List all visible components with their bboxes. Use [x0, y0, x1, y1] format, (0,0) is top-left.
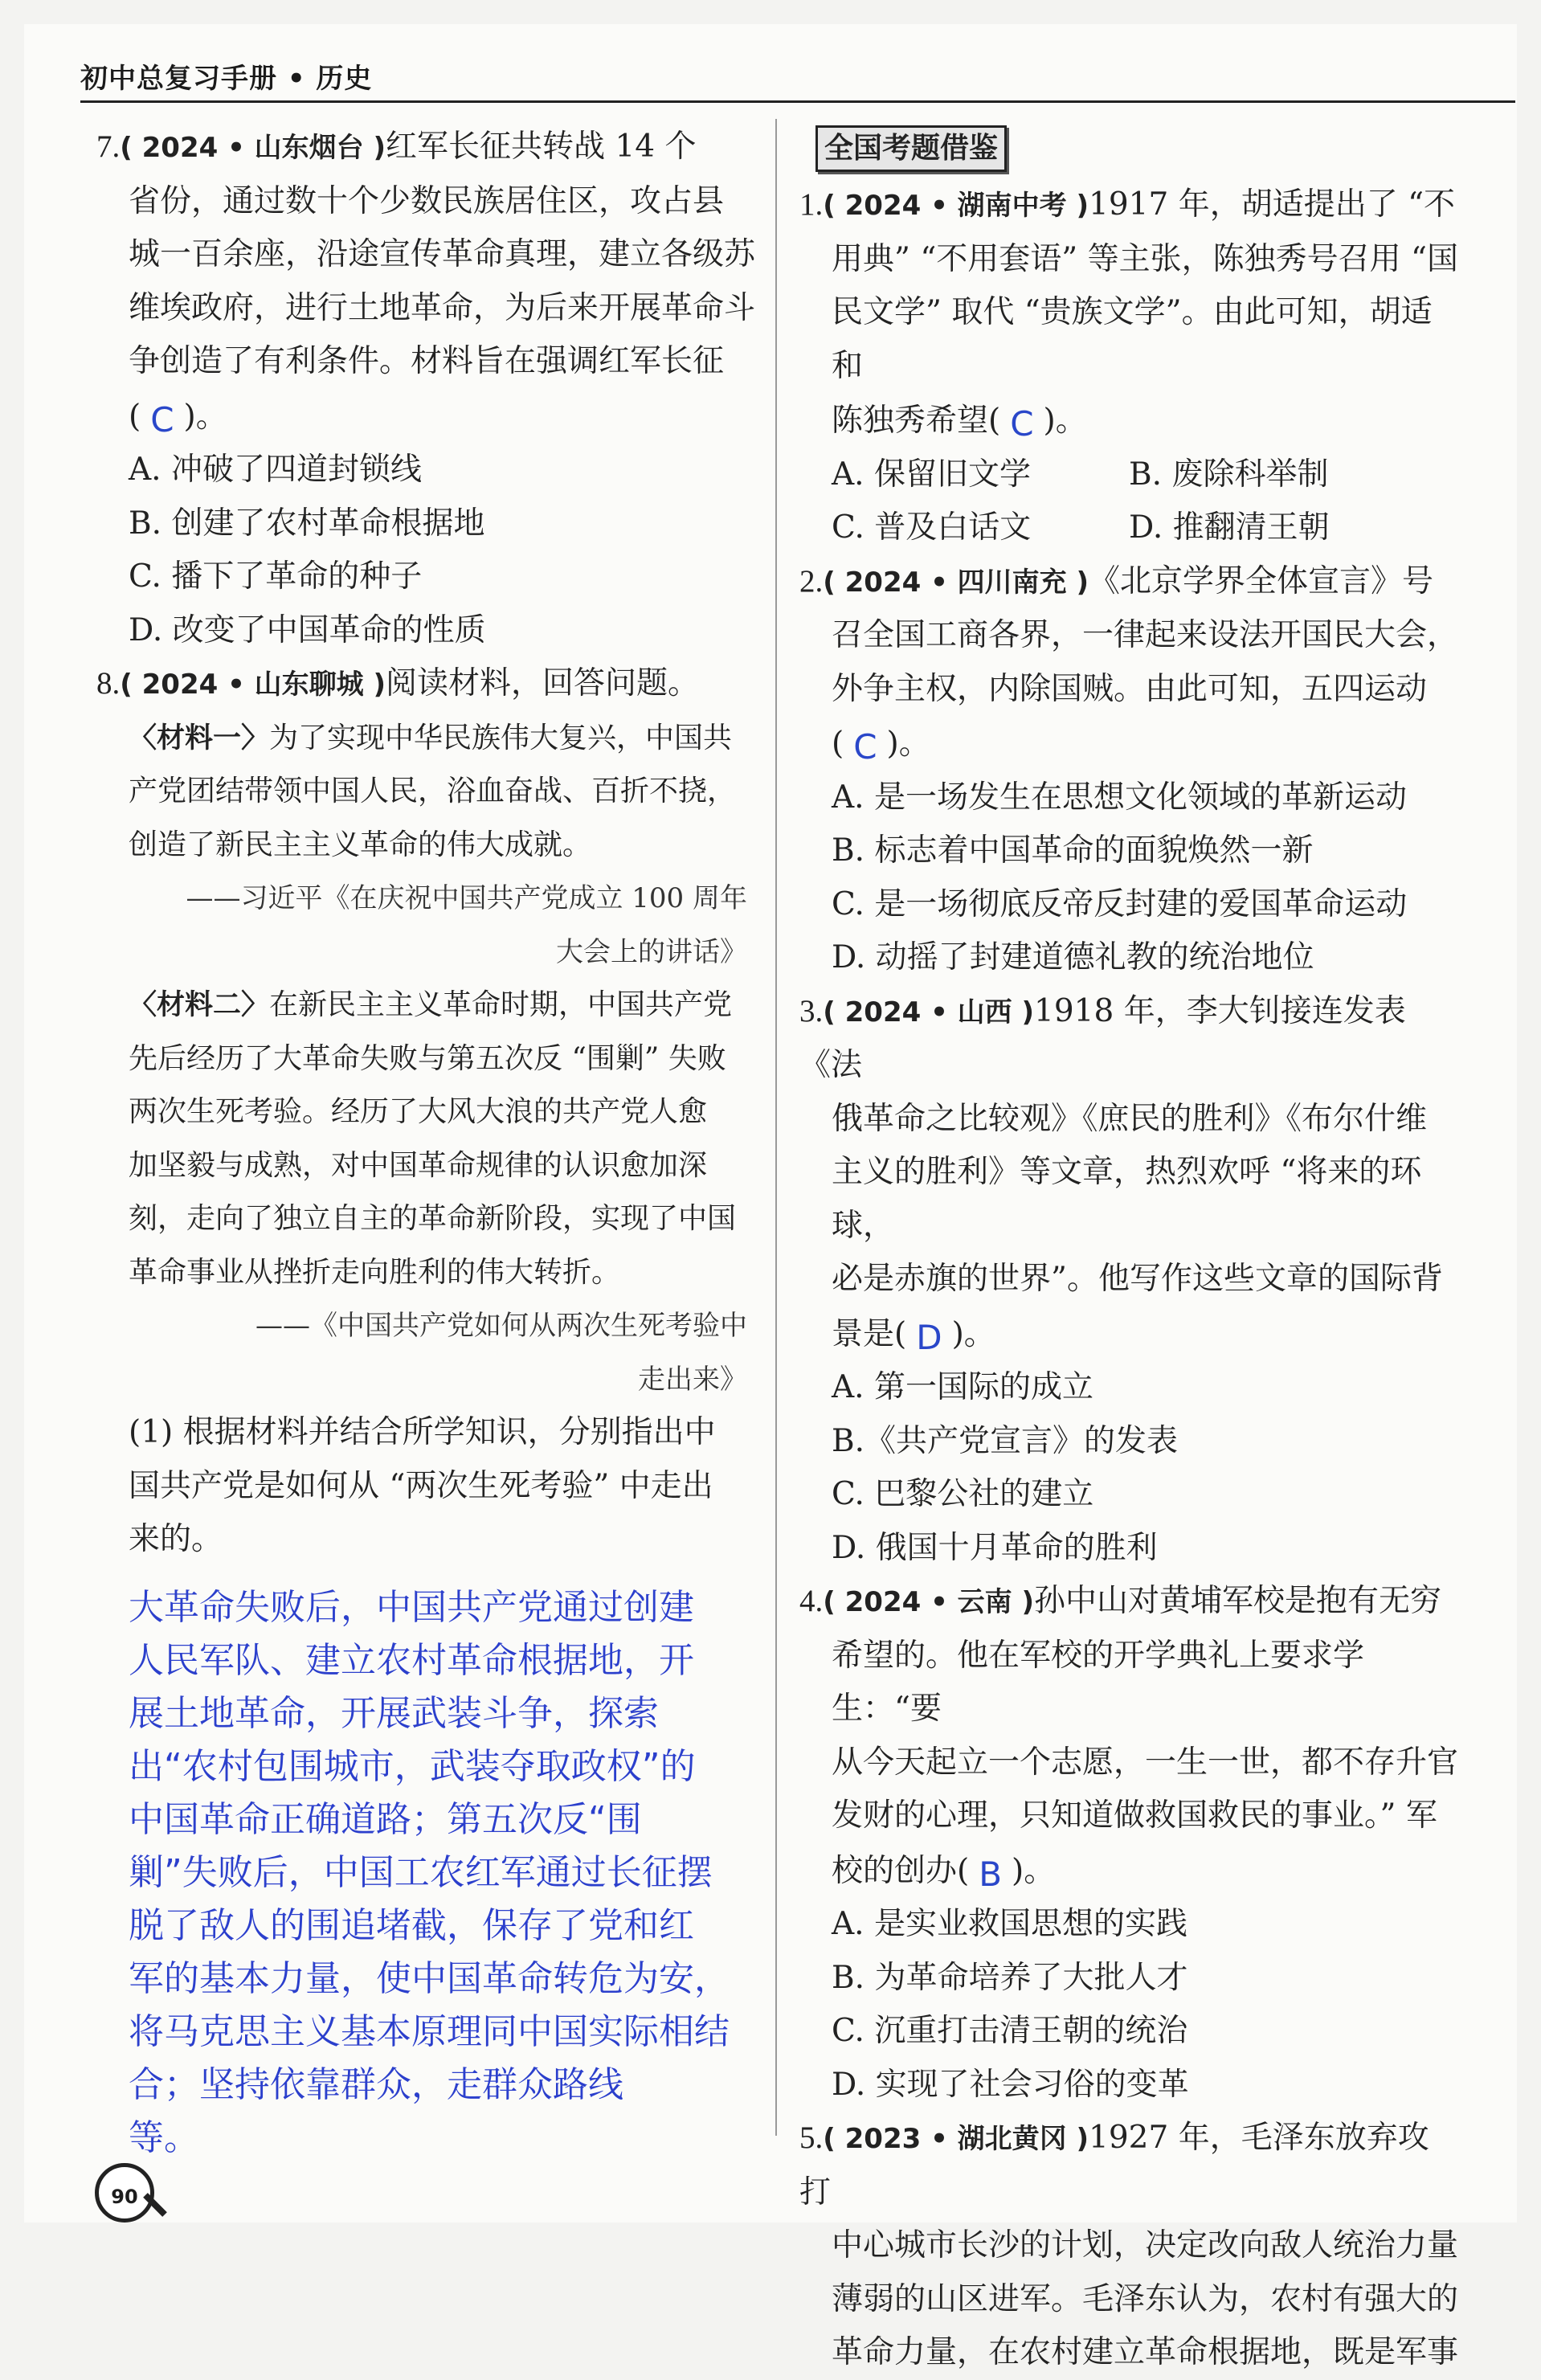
option: B. 标志着中国革命的面貌焕然一新: [832, 832, 1314, 869]
option: C. 沉重打击清王朝的统治: [832, 2013, 1188, 2049]
citation: 大会上的讲话》: [556, 935, 747, 968]
right-column: [799, 121, 1458, 2380]
option: A. 保留旧文学: [832, 456, 1031, 493]
option: C. 播下了革命的种子: [129, 558, 423, 595]
running-head: 初中总复习手册 • 历史: [80, 63, 373, 95]
question-7: 7.( 2024 • 山东烟台 )红军长征共转战 14 个 省份，通过数十个少数民族居住区，攻占县 城一百余座，沿途宣传革命真理，建立各级苏 维埃政府，进行土地革命，为后来开展革命斗 争创造了有利条件。材料旨在强调红军长征 ( C )。 A. 冲破了四道封锁线 B. 创建了农村革命根据地 C. 播下了革命的种子 D. 改变了中国革命的性质: [96, 121, 763, 657]
question-5: 5.( 2023 • 湖北黄冈 )1927 年，毛泽东放弃攻打 中心城市长沙的计划，决定改向敌人统治力量 薄弱的山区进军。毛泽东认为，农村有强大的 革命力量，在农村建立革命根据地，既是军事: [799, 2120, 1459, 2370]
citation: 走出来》: [638, 1363, 747, 1396]
option: D. 俄国十月革命的胜利: [832, 1529, 1158, 1566]
handwritten-answer: C: [150, 399, 174, 440]
handwritten-answer: B: [979, 1854, 1003, 1894]
question-source: ( 2024 • 山东聊城 ): [120, 669, 386, 701]
question-8: 8.( 2024 • 山东聊城 )阅读材料，回答问题。 〈材料一〉为了实现中华民族伟大复兴，中国共 产党团结带领中国人民，浴血奋战、百折不挠， 创造了新民主主义革命的伟大成就。 ——习近平《在庆祝中国共产党成立 100 周年 大会上的讲话》 〈材料二〉在新民主主义革命时期，中国共产党 先后经历了大革命失败与第五次反 “围剿” 失败 两次生死考验。经历了大风大浪的共产党人愈 加坚毅与成熟，对中国革命规律的认识愈加深 刻，走向了独立自主的革命新阶段，实现了中国 革命事业从挫折走向胜利的伟大转折。 ——《中国共产党如何从两次生死考验中 走出来》 (1) 根据材料并结合所学知识，分别指出中 国共产党是如何从 “两次生死考验” 中走出 来的。 大革命失败后，中国共产党通过创建 人民军队、建立农村革命根据地，开 展土地革命，开展武装斗争，探索 出“农村包围城市，武装夺取政权”的 中国革命正确道路；第五次反“围 剿”失败后，中国工农红军通过长征摆 脱了敌人的围追堵截，保存了党和红 军的基本力量，使中国革命转危为安， 将马克思主义基本原理同中国实际相结合；坚持依靠群众，走群众路线 等。: [96, 657, 763, 2165]
option: B. 创建了农村革命根据地: [129, 505, 485, 542]
question-source: ( 2024 • 湖南中考 ): [823, 190, 1089, 222]
question-3: 3.( 2024 • 山西 )1918 年，李大钊接连发表《法 俄革命之比较观》《庶民的胜利》《布尔什维 主义的胜利》等文章，热烈欢呼 “将来的环球， 必是赤旗的世界”。他写作这些文章的国际背 景是( D )。 A. 第一国际的成立 B.《共产党宣言》的发表 C. 巴黎公社的建立 D. 俄国十月革命的胜利: [799, 985, 1458, 1576]
option: A. 是实业救国思想的实践: [832, 1906, 1187, 1942]
question-source: ( 2024 • 四川南充 ): [823, 566, 1089, 599]
question-source: ( 2024 • 云南 ): [823, 1586, 1035, 1618]
option: D. 推翻清王朝: [1129, 509, 1330, 546]
column-divider: [775, 119, 777, 2136]
page-number: 90: [95, 2163, 154, 2223]
handwritten-answer: C: [853, 727, 877, 767]
option: D. 实现了社会习俗的变革: [832, 2066, 1189, 2103]
sub-question-1: (1) 根据材料并结合所学知识，分别指出中: [129, 1414, 716, 1450]
option: C. 巴黎公社的建立: [832, 1476, 1094, 1512]
section-heading: 全国考题借鉴: [815, 125, 1007, 172]
handwritten-answer: D: [916, 1317, 942, 1357]
material-one-label: 〈材料一〉: [129, 722, 270, 754]
citation: ——《中国共产党如何从两次生死考验中: [255, 1310, 747, 1342]
handwritten-answer: C: [1010, 404, 1034, 444]
question-source: ( 2024 • 山西 ): [823, 996, 1035, 1028]
option: D. 动摇了封建道德礼教的统治地位: [832, 939, 1314, 975]
question-source: ( 2024 • 山东烟台 ): [120, 132, 386, 164]
question-source: ( 2023 • 湖北黄冈 ): [823, 2123, 1089, 2155]
option: A. 是一场发生在思想文化领域的革新运动: [832, 779, 1407, 816]
question-4: 4.( 2024 • 云南 )孙中山对黄埔军校是抱有无穷 希望的。他在军校的开学典礼上要求学生：“要 从今天起立一个志愿，一生一世，都不存升官 发财的心理，只知道做救国救民的事业。” 军 校的创办( B )。 A. 是实业救国思想的实践 B. 为革命培养了大批人才 C. 沉重打击清王朝的统治 D. 实现了社会习俗的变革: [799, 1575, 1458, 2112]
option: A. 第一国际的成立: [832, 1369, 1093, 1405]
option: A. 冲破了四道封锁线: [129, 452, 422, 488]
option: D. 改变了中国革命的性质: [129, 611, 486, 648]
material-two-label: 〈材料二〉: [129, 989, 270, 1021]
question-1: 1.( 2024 • 湖南中考 )1917 年，胡适提出了 “不 用典” “不用套语” 等主张，陈独秀号召用 “国 民文学” 取代 “贵族文学”。由此可知，胡适和 陈独秀希望( C )。 A. 保留旧文学 B. 废除科举制 C. 普及白话文 D. 推翻清王朝: [799, 178, 1458, 555]
option: B.《共产党宣言》的发表: [832, 1422, 1179, 1459]
handwritten-answer: 大革命失败后，中国共产党通过创建 人民军队、建立农村革命根据地，开 展土地革命，开展武装斗争，探索 出“农村包围城市，武装夺取政权”的 中国革命正确道路；第五次反“围 剿”失败后，中国工农红军通过长征摆 脱了敌人的围追堵截，保存了党和红 军的基本力量，使中国革命转危为安， 将马克思主义基本原理同中国实际相结合；坚持依靠群众，走群众路线 等。: [129, 1586, 730, 2158]
left-column: [96, 121, 763, 2165]
citation: ——习近平《在庆祝中国共产党成立 100 周年: [186, 882, 747, 914]
question-2: 2.( 2024 • 四川南充 )《北京学界全体宣言》号 召全国工商各界，一律起来设法开国民大会， 外争主权，内除国贼。由此可知，五四运动 ( C )。 A. 是一场发生在思想文化领域的革新运动 B. 标志着中国革命的面貌焕然一新 C. 是一场彻底反帝反封建的爱国革命运动 D. 动摇了封建道德礼教的统治地位: [799, 555, 1458, 985]
option: B. 废除科举制: [1129, 456, 1329, 493]
option: C. 普及白话文: [832, 509, 1032, 546]
option: B. 为革命培养了大批人才: [832, 1959, 1188, 1996]
option: C. 是一场彻底反帝反封建的爱国革命运动: [832, 885, 1408, 922]
header-rule: [80, 100, 1515, 103]
